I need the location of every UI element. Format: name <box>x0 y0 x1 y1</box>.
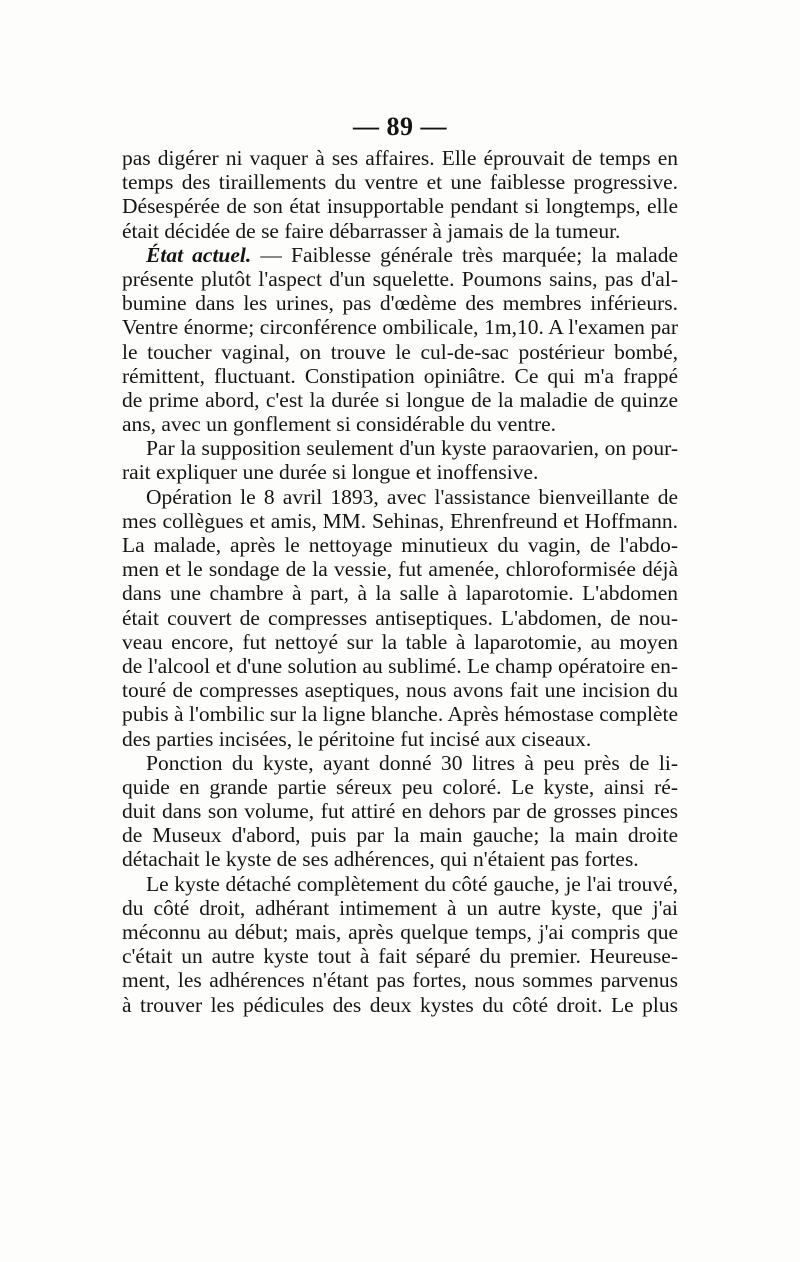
text-line-rest: — Faiblesse générale très marquée; la malade <box>251 242 678 267</box>
text-line <box>122 243 678 267</box>
text-line: détachait le kyste de ses adhérences, qui n'étaient pas fortes. <box>122 847 639 872</box>
text-line: dans une chambre à part, à la salle à laparotomie. L'abdomen <box>122 581 678 606</box>
section-heading: État actuel. <box>146 242 252 267</box>
text-line: ment, les adhérences n'étant pas fortes, nous sommes parvenus <box>122 968 678 993</box>
text-line: à trouver les pédicules des deux kystes du côté droit. Le plus <box>122 992 678 1017</box>
text-line: touré de compresses aseptiques, nous avons fait une incision du <box>122 678 678 703</box>
text-line: veau encore, fut nettoyé sur la table à laparotomie, au moyen <box>122 629 678 654</box>
text-line: rait expliquer une durée si longue et inoffensive. <box>122 460 539 485</box>
text-line: le toucher vaginal, on trouve le cul-de-sac postérieur bombé, <box>122 339 678 364</box>
text-line: pubis à l'ombilic sur la ligne blanche. Après hémostase complète <box>122 702 678 727</box>
text-line: méconnu au début; mais, après quelque temps, j'ai compris que <box>122 920 678 944</box>
text-line: quide en grande partie séreux peu coloré. Le kyste, ainsi ré- <box>122 774 678 799</box>
text-line: était couvert de compresses antiseptiques. L'abdomen, de nou- <box>122 605 678 630</box>
text-line: présente plutôt l'aspect d'un squelette. Poumons sains, pas d'al- <box>122 266 678 291</box>
text-line: La malade, après le nettoyage minutieux du vagin, de l'abdo- <box>122 533 678 557</box>
text-line: était décidée de se faire débarrasser à jamais de la tumeur. <box>122 218 621 243</box>
text-line: ans, avec un gonflement si considérable du ventre. <box>122 412 557 437</box>
text-line: c'était un autre kyste tout à fait séparé du premier. Heureuse- <box>122 944 678 969</box>
text-line: bumine dans les urines, pas d'œdème des membres inférieurs. <box>122 291 678 316</box>
text-line: des parties incisées, le péritoine fut incisé aux ciseaux. <box>122 726 592 751</box>
text-line: de prime abord, c'est la durée si longue de la maladie de quinze <box>122 387 678 412</box>
text-line: mes collègues et amis, MM. Sehinas, Ehrenfreund et Hoffmann. <box>122 508 678 533</box>
page-number: — 89 — <box>353 112 447 141</box>
text-line: pas digérer ni vaquer à ses affaires. Elle éprouvait de temps en <box>122 146 678 170</box>
text-line: Ponction du kyste, ayant donné 30 litres à peu près de li- <box>146 750 678 775</box>
text-line: Le kyste détaché complètement du côté gauche, je l'ai trouvé, <box>146 871 678 896</box>
text-line: Ventre énorme; circonférence ombilicale, 1m,10. A l'examen par <box>122 315 678 340</box>
text-line: rémittent, fluctuant. Constipation opiniâtre. Ce qui m'a frappé <box>122 363 678 388</box>
text-line: duit dans son volume, fut attiré en dehors par de grosses pinces <box>122 799 678 824</box>
text-line: Par la supposition seulement d'un kyste paraovarien, on pour- <box>146 436 678 461</box>
text-line: de Museux d'abord, puis par la main gauche; la main droite <box>122 823 678 848</box>
text-line: temps des tiraillements du ventre et une faiblesse progressive. <box>122 170 678 195</box>
text-line: de l'alcool et d'une solution au sublimé. Le champ opératoire en- <box>122 653 678 678</box>
body-text <box>122 146 678 1017</box>
text-line: du côté droit, adhérant intimement à un autre kyste, que j'ai <box>122 895 678 920</box>
text-line: men et le sondage de la vessie, fut amenée, chloroformisée déjà <box>122 557 678 582</box>
text-line: Désespérée de son état insupportable pendant si longtemps, elle <box>122 194 678 219</box>
text-line: Opération le 8 avril 1893, avec l'assistance bienveillante de <box>146 484 678 509</box>
